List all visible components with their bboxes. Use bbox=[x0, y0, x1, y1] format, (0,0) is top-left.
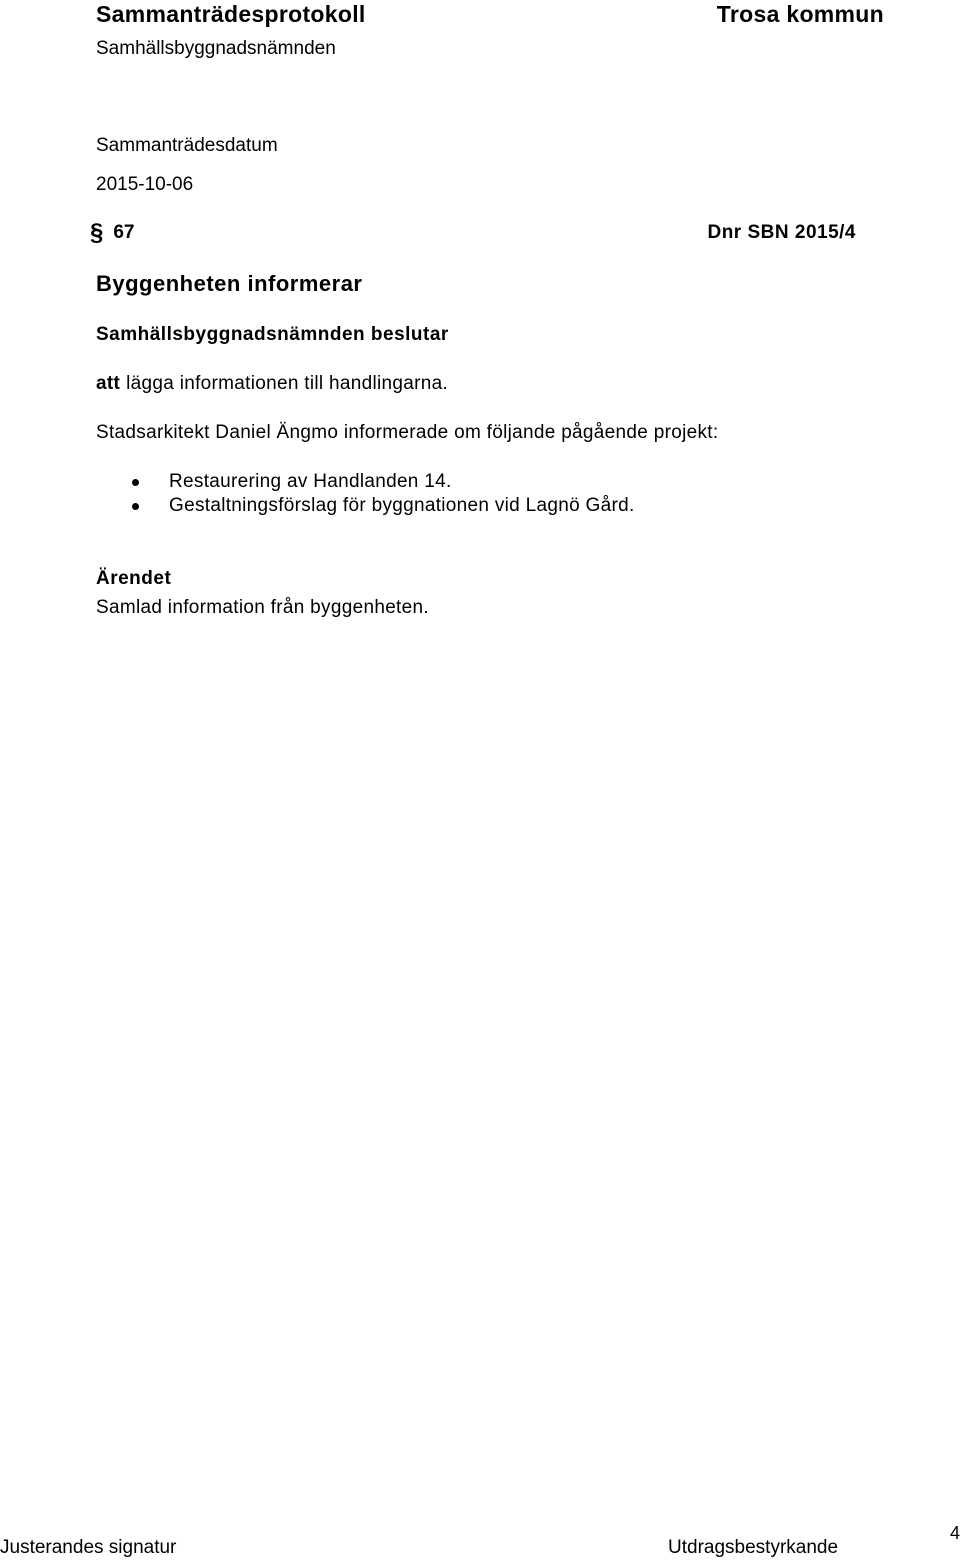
project-text: Gestaltningsförslag för byggnationen vid Lagnö Gård. bbox=[169, 495, 635, 516]
list-item bbox=[132, 470, 635, 494]
arendet-heading: Ärendet bbox=[96, 568, 172, 589]
page-number: 4 bbox=[949, 1523, 960, 1543]
meeting-date: 2015-10-06 bbox=[96, 174, 194, 195]
municipality-name: Trosa kommun bbox=[716, 1, 884, 27]
document-title: Sammanträdesprotokoll bbox=[96, 1, 366, 27]
decision-att: att bbox=[96, 373, 121, 394]
list-item bbox=[132, 494, 635, 518]
decision-heading: Samhällsbyggnadsnämnden beslutar bbox=[96, 324, 449, 345]
bullet-icon bbox=[132, 479, 139, 486]
project-list bbox=[132, 470, 635, 518]
item-title: Byggenheten informerar bbox=[96, 271, 363, 296]
info-text: Stadsarkitekt Daniel Ängmo informerade om följande pågående projekt: bbox=[96, 422, 719, 443]
paragraph-sign: § bbox=[90, 219, 104, 246]
bullet-icon bbox=[132, 503, 139, 510]
paragraph-heading bbox=[90, 221, 135, 245]
project-text: Restaurering av Handlanden 14. bbox=[169, 471, 452, 492]
diary-number: Dnr SBN 2015/4 bbox=[707, 222, 856, 243]
arendet-text: Samlad information från byggenheten. bbox=[96, 597, 429, 618]
footer-certification-label: Utdragsbestyrkande bbox=[668, 1537, 839, 1558]
decision-text bbox=[96, 372, 448, 396]
committee-name: Samhällsbyggnadsnämnden bbox=[96, 38, 336, 59]
meeting-date-label: Sammanträdesdatum bbox=[96, 135, 278, 156]
decision-body: lägga informationen till handlingarna. bbox=[126, 373, 449, 394]
footer-signature-label: Justerandes signatur bbox=[0, 1537, 177, 1558]
paragraph-number: 67 bbox=[113, 222, 135, 243]
